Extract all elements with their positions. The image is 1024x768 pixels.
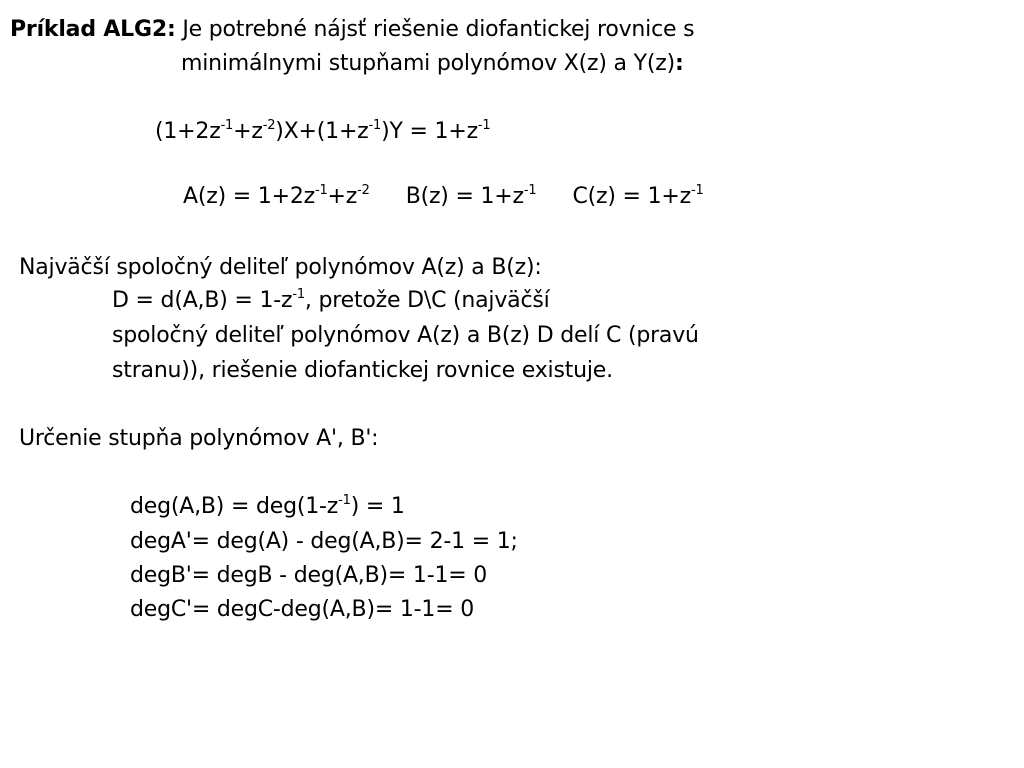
polynomial-exponent: -1	[314, 183, 328, 198]
equation-part: )Y = 1+z	[381, 119, 478, 144]
degree-line4: degC'= degC-deg(A,B)= 1-1= 0	[130, 597, 475, 622]
equation-exponent: -1	[477, 118, 491, 133]
diophantine-equation	[155, 117, 490, 147]
equation-part: (1+2z	[155, 119, 221, 144]
polynomial-text: C(z) = 1+z	[572, 184, 691, 209]
polynomial-b	[406, 184, 537, 209]
degree-line1	[130, 492, 405, 522]
polynomial-text: B(z) = 1+z	[405, 184, 524, 209]
degree-line2: degA'= deg(A) - deg(A,B)= 2-1 = 1;	[130, 529, 518, 554]
gcd-text: D = d(A,B) = 1-z	[112, 288, 293, 313]
gcd-line1	[112, 286, 550, 316]
polynomial-text: +z	[327, 184, 358, 209]
equation-exponent: -2	[262, 118, 276, 133]
gcd-heading: Najväčší spoločný deliteľ polynómov A(z) a B(z):	[19, 255, 542, 280]
polynomial-text: A(z) = 1+2z	[183, 184, 315, 209]
polynomial-exponent: -1	[523, 183, 537, 198]
degree-exponent: -1	[338, 493, 351, 508]
example-label: Príklad ALG2:	[10, 17, 176, 42]
equation-exponent: -1	[368, 118, 382, 133]
example-text-line2: minimálnymi stupňami polynómov X(z) a Y(z)	[181, 51, 675, 76]
degree-text: deg(A,B) = deg(1-z	[130, 494, 339, 519]
degree-line3: degB'= degB - deg(A,B)= 1-1= 0	[130, 563, 488, 588]
equation-exponent: -1	[220, 118, 234, 133]
gcd-text: , pretože D\C (najväčší	[304, 288, 550, 313]
equation-part: )X+(1+z	[275, 119, 369, 144]
gcd-line3: stranu)), riešenie diofantickej rovnice existuje.	[112, 358, 613, 383]
gcd-exponent: -1	[292, 287, 305, 302]
polynomial-exponent: -1	[690, 183, 704, 198]
degree-text: ) = 1	[350, 494, 405, 519]
polynomial-exponent: -2	[357, 183, 370, 198]
example-text-line2-row	[181, 49, 684, 79]
degree-heading: Určenie stupňa polynómov A', B':	[19, 426, 379, 451]
polynomial-a	[183, 184, 370, 209]
example-colon: :	[674, 51, 684, 76]
equation-part: +z	[233, 119, 263, 144]
gcd-line2: spoločný deliteľ polynómov A(z) a B(z) D delí C (pravú	[112, 323, 699, 348]
polynomial-c	[572, 184, 703, 209]
polynomial-definitions	[183, 182, 704, 212]
example-text-line1: Je potrebné nájsť riešenie diofantickej rovnice s	[175, 17, 695, 42]
example-title-line	[10, 15, 694, 45]
